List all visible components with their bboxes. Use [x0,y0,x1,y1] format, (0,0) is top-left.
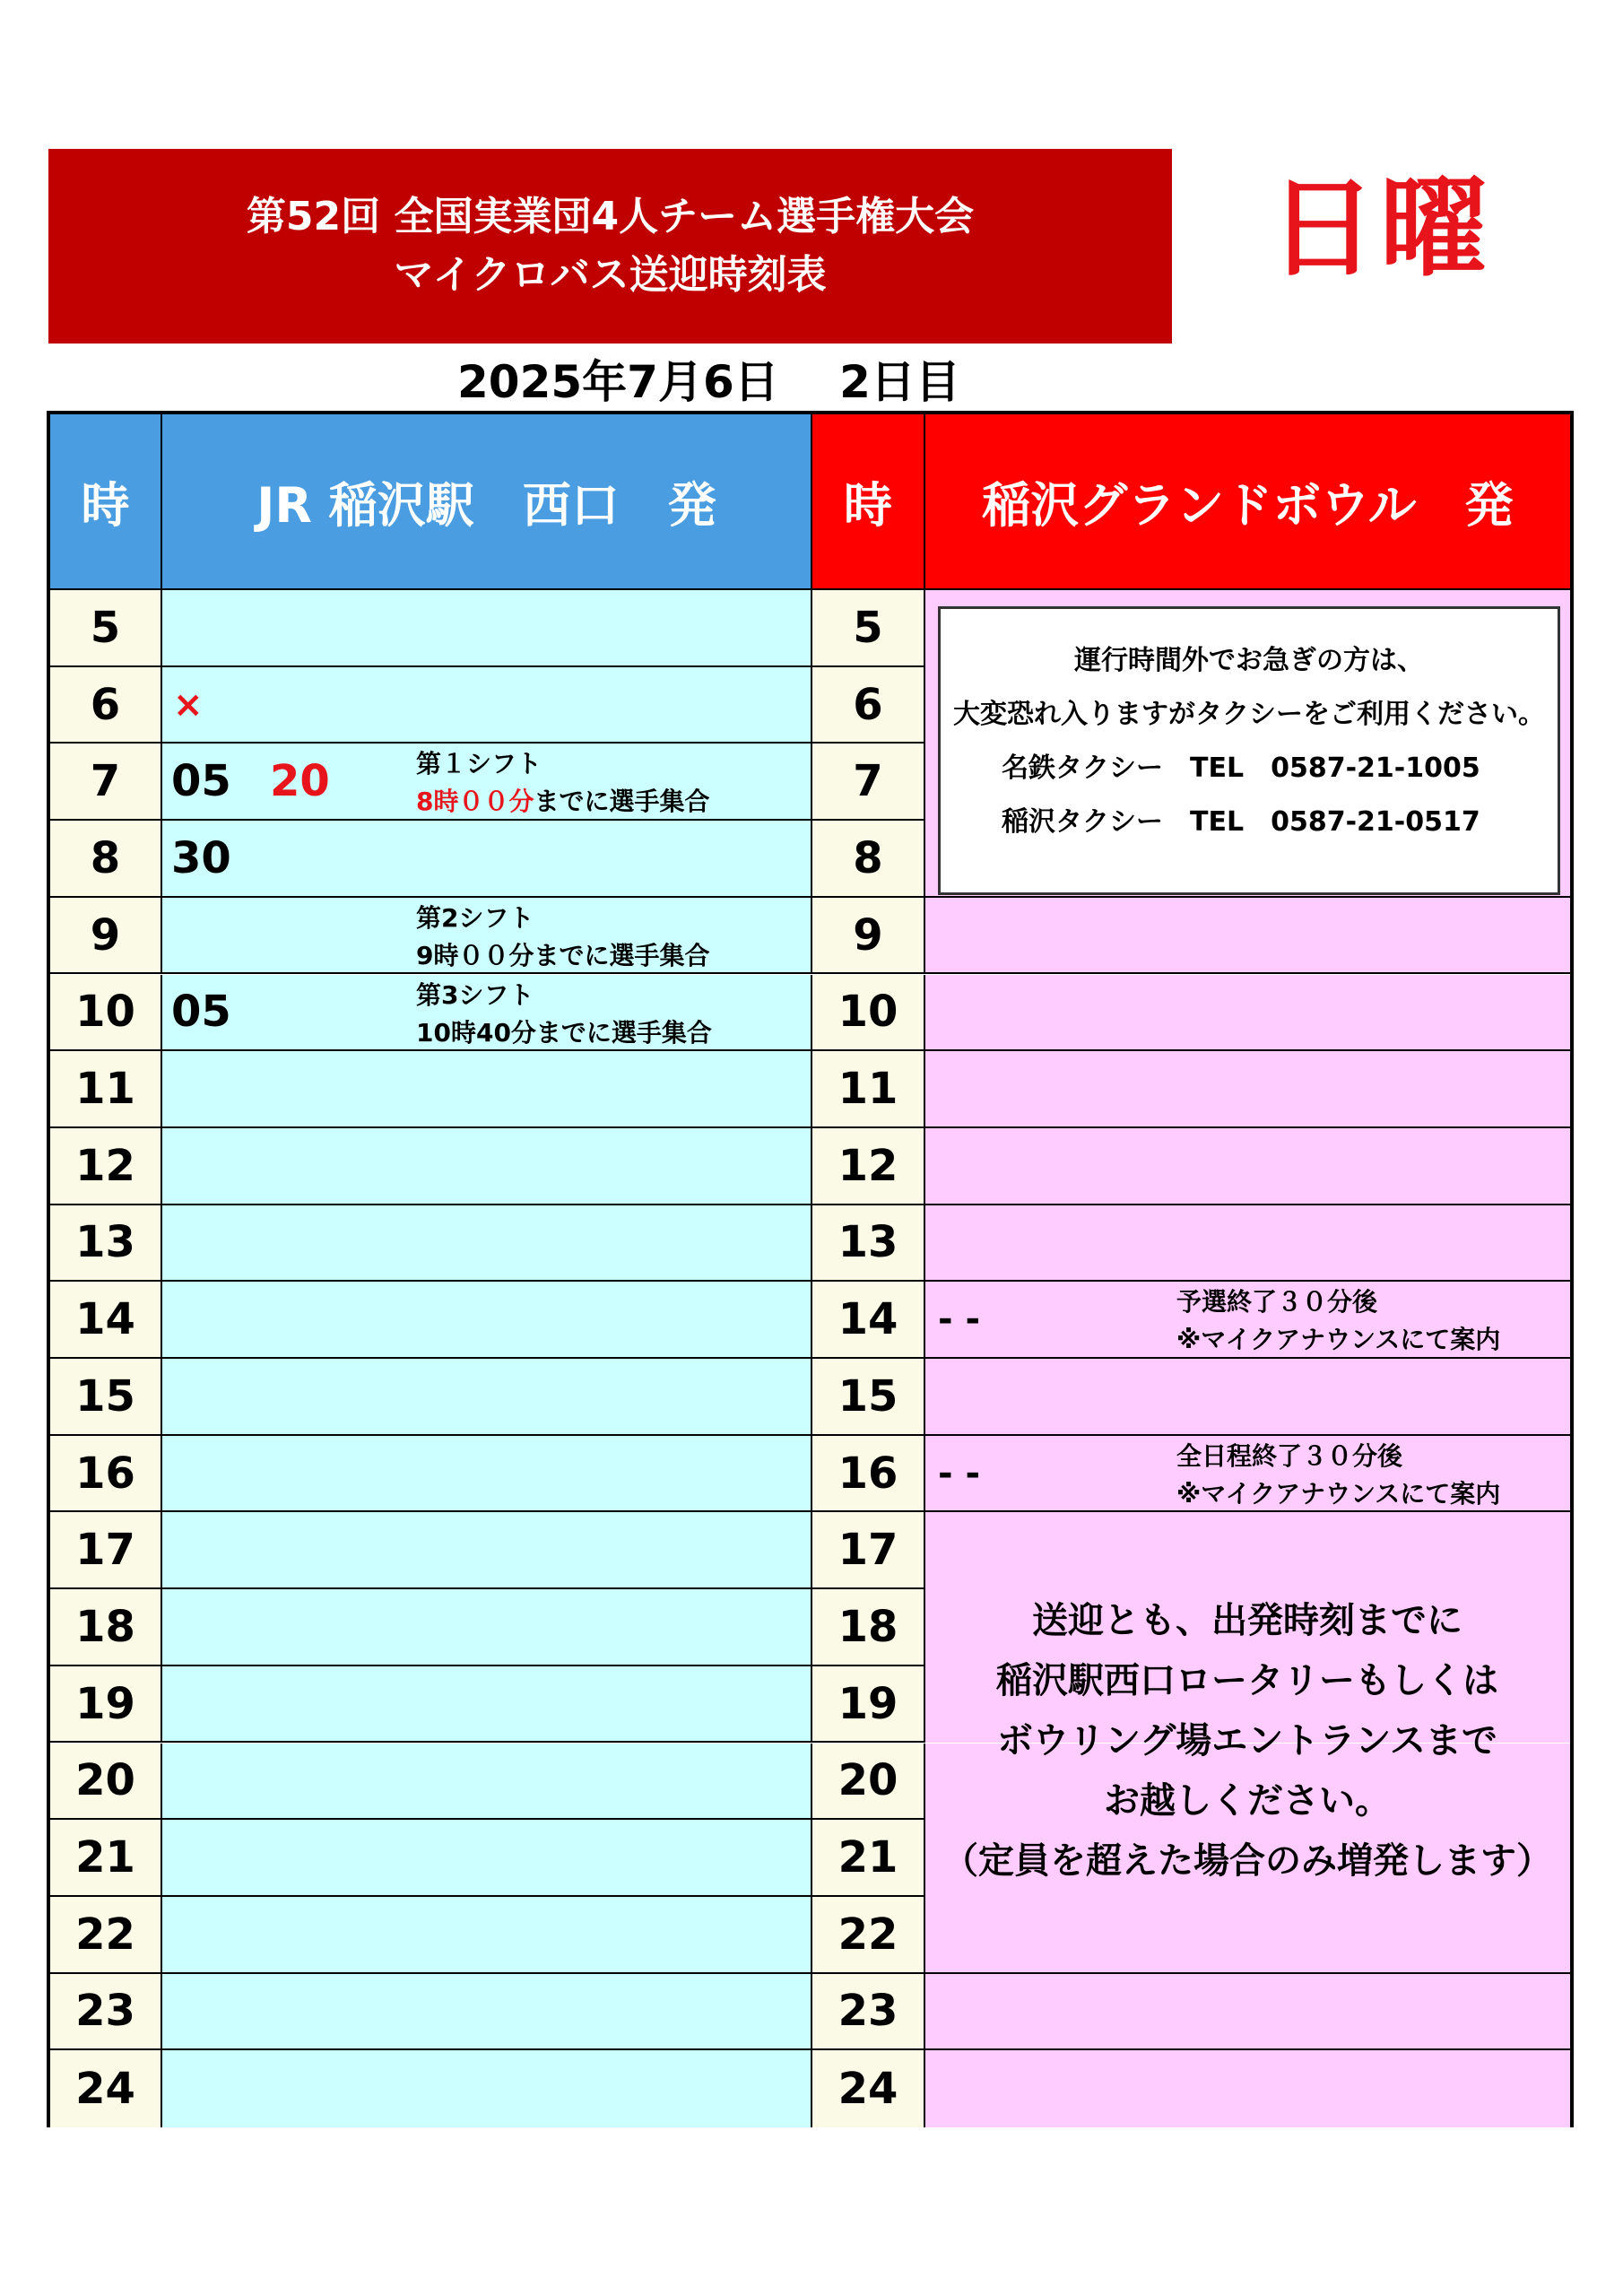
jr-hour-cell [50,1051,162,1128]
hour-label: 9 [90,909,121,961]
hour-label: 7 [853,756,883,807]
info-line: 運行時間外でお急ぎの方は、 [1074,645,1424,676]
hour-label: 19 [75,1678,135,1729]
bowl-departure-cell [925,1436,1570,1513]
jr-departure-cell [162,1820,812,1897]
hour-label: 22 [838,1909,898,1960]
jr-hour-cell [50,1205,162,1283]
jr-departure-cell [162,667,812,744]
taxi-contact: 稲沢タクシー TEL 0587-21-0517 [1002,806,1480,838]
hour-label: 15 [838,1370,898,1422]
hour-label: 18 [838,1601,898,1652]
shift-title: 第１シフト [416,749,542,779]
bowl-hour-cell [812,1974,925,2051]
jr-hour-cell [50,1359,162,1436]
jr-hour-cell [50,1820,162,1897]
jr-hour-cell [50,1744,162,1821]
hour-label: 14 [838,1294,898,1345]
hour-label: 12 [838,1140,898,1191]
instruction-line: 稲沢駅西口ロータリーもしくは [996,1660,1498,1701]
hour-label: 9 [853,909,883,961]
hour-label: 24 [838,2064,898,2115]
bowl-hour-cell [812,744,925,821]
hour-label: 23 [75,1986,135,2037]
jr-departure-cell [162,1205,812,1283]
bowl-header: 稲沢グランドボウル 発 [925,414,1570,590]
jr-hour-cell [50,1974,162,2051]
jr-departure-cell [162,1666,812,1744]
jr-hour-cell [50,1666,162,1744]
hour-label: 10 [75,987,135,1038]
jr-departure-cell [162,1974,812,2051]
jr-departure-cell [162,744,812,821]
jr-station-header: JR 稲沢駅 西口 発 [162,414,812,590]
hour-label: 21 [75,1832,135,1883]
jr-hour-cell [50,1436,162,1513]
hour-label: 24 [75,2064,135,2115]
jr-hour-cell [50,1512,162,1589]
hour-label: 15 [75,1370,135,1422]
note-line: 全日程終了３０分後 [1176,1440,1403,1471]
jr-hour-cell [50,590,162,667]
event-title: 第52回 全国実業団4人チーム選手権大会 [246,193,975,239]
bowl-departure-cell [925,2050,1570,2127]
hour-label: 17 [75,1525,135,1576]
schedule-date: 2025年7月6日 2日目 [457,356,960,408]
jr-hour-cell [50,1897,162,1974]
hour-label: 8 [853,832,883,883]
schedule-title: マイクロバス送迎時刻表 [394,251,827,298]
hour-label: 10 [838,987,898,1038]
jr-departure-cell [162,1359,812,1436]
jr-departure-cell [162,1282,812,1359]
shift-note [416,900,709,975]
bowl-departure-cell [925,1051,1570,1128]
jr-hour-header: 時 [50,414,162,590]
bowl-hour-cell [812,975,925,1052]
bowl-hour-cell [812,1436,925,1513]
bowl-departure-cell [925,1205,1570,1283]
departure-note [1176,1283,1500,1359]
info-line: 大変恐れ入りますがタクシーをご利用ください。 [953,699,1545,730]
jr-hour-cell [50,2050,162,2127]
jr-hour-cell [50,744,162,821]
pickup-instructions [924,1510,1571,1972]
hour-label: 20 [75,1755,135,1806]
hour-label: 11 [75,1064,135,1115]
bowl-departure-cell [925,1359,1570,1436]
jr-hour-cell [50,1589,162,1666]
note-line: ※マイクアナウンスにて案内 [1176,1325,1501,1355]
bowl-hour-cell [812,1820,925,1897]
bowl-hour-header: 時 [812,414,925,590]
bowl-hour-cell [812,821,925,898]
instruction-line: 送迎とも、出発時刻までに [1032,1600,1462,1641]
bowl-departure-cell [925,1128,1570,1205]
bowl-departure-cell [925,1282,1570,1359]
bowl-hour-cell [812,1359,925,1436]
jr-hour-cell [50,821,162,898]
no-departure-dash: - - [938,1299,981,1341]
hour-label: 19 [838,1678,898,1729]
bowl-hour-cell [812,1128,925,1205]
bowl-hour-cell [812,1589,925,1666]
shift-title: 第3シフト [416,979,534,1010]
jr-hour-cell [50,1282,162,1359]
jr-departure-cell [162,1744,812,1821]
hour-label: 8 [90,832,121,883]
shift-time: 8時００分 [416,787,534,817]
instruction-line: ボウリング場エントランスまで [997,1720,1497,1761]
bowl-hour-cell [812,1744,925,1821]
hour-label: 7 [90,756,121,807]
shift-note [416,977,712,1052]
hour-label: 16 [75,1448,135,1499]
bowl-hour-cell [812,1205,925,1283]
hour-label: 6 [90,679,121,730]
bowl-departure-cell [925,1974,1570,2051]
hour-label: 18 [75,1601,135,1652]
shift-title: 第2シフト [416,902,534,933]
shift-body: 10時40分までに選手集合 [416,1017,712,1048]
after-hours-info-box [938,606,1560,895]
jr-departure-cell [162,821,812,898]
bowl-hour-cell [812,1666,925,1744]
hour-label: 21 [838,1832,898,1883]
jr-departure-cell [162,1051,812,1128]
shift-suffix: までに選手集合 [534,787,710,817]
hour-label: 20 [838,1755,898,1806]
bowl-hour-cell [812,2050,925,2127]
hour-label: 23 [838,1986,898,2037]
hour-label: 5 [853,602,883,653]
hour-label: 5 [90,602,121,653]
jr-hour-cell [50,667,162,744]
jr-hour-cell [50,898,162,975]
jr-departure-cell [162,1436,812,1513]
title-banner [48,149,1172,344]
instruction-line: （定員を超えた場合のみ増発します） [942,1840,1552,1882]
jr-departure-cell [162,590,812,667]
departure-time: 20 [270,756,330,807]
hour-label: 13 [75,1217,135,1268]
hour-label: 11 [838,1064,898,1115]
jr-departure-cell [162,1897,812,1974]
shift-body: 9時００分までに選手集合 [416,940,710,970]
instruction-line: お越しください。 [1104,1780,1391,1822]
bowl-hour-cell [812,1512,925,1589]
note-line: 予選終了３０分後 [1176,1287,1378,1318]
bowl-departure-cell [925,975,1570,1052]
jr-hour-cell [50,1128,162,1205]
jr-departure-cell [162,2050,812,2127]
hour-label: 16 [838,1448,898,1499]
jr-departure-cell [162,1589,812,1666]
hour-label: 22 [75,1909,135,1960]
jr-departure-cell [162,1512,812,1589]
hour-label: 6 [853,679,883,730]
bowl-hour-cell [812,1051,925,1128]
day-of-week: 日曜 [1269,167,1491,291]
jr-departure-cell [162,898,812,975]
jr-hour-cell [50,975,162,1052]
departure-note [1176,1438,1500,1513]
hour-label: 12 [75,1140,135,1191]
hour-label: 17 [838,1525,898,1576]
departure-time: 30 [171,832,231,883]
bowl-hour-cell [812,1897,925,1974]
cancel-mark: × [173,683,204,726]
shift-note [416,745,710,821]
bowl-hour-cell [812,590,925,667]
bowl-hour-cell [812,1282,925,1359]
hour-label: 14 [75,1294,135,1345]
bowl-hour-cell [812,667,925,744]
departure-time: 05 [171,756,231,807]
taxi-contact: 名鉄タクシー TEL 0587-21-1005 [1002,752,1480,784]
hour-label: 13 [838,1217,898,1268]
jr-departure-cell [162,1128,812,1205]
bowl-departure-cell [925,898,1570,975]
no-departure-dash: - - [938,1452,981,1494]
bowl-hour-cell [812,898,925,975]
note-line: ※マイクアナウンスにて案内 [1176,1478,1501,1509]
jr-departure-cell [162,975,812,1052]
departure-time: 05 [171,987,231,1038]
